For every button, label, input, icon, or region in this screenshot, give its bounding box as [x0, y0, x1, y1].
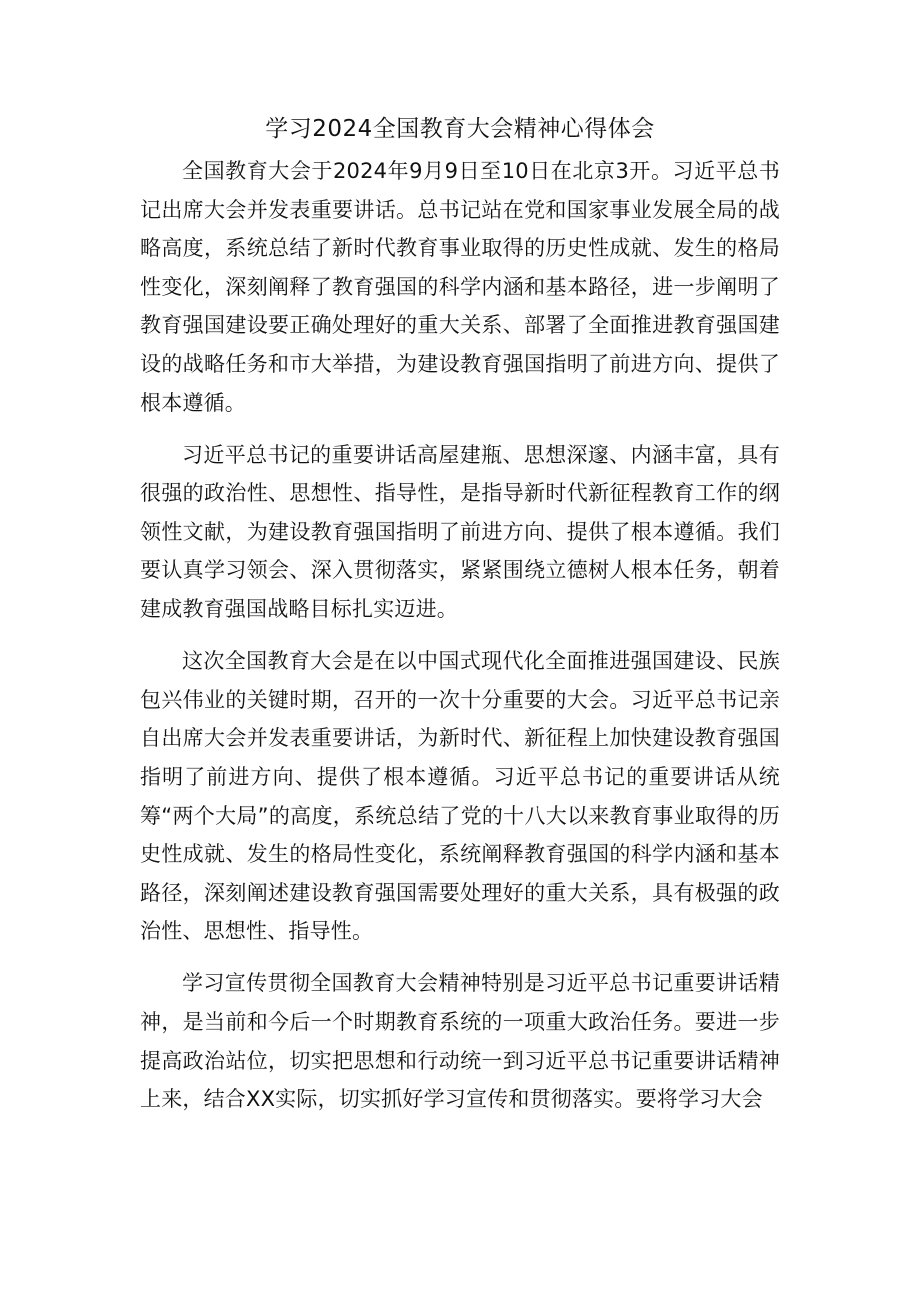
paragraph-4: 学习宣传贯彻全国教育大会精神特别是习近平总书记重要讲话精神，是当前和今后一个时期教育系统的一项重大政治任务。要进一步提高政治站位，切实把思想和行动统一到习近平总书记重要讲话精神上来，结合XX实际，切实抓好学习宣传和贯彻落实。要将学习大会: [140, 971, 780, 1112]
paragraph-3: 这次全国教育大会是在以中国式现代化全面推进强国建设、民族包兴伟业的关键时期，召开的一次十分重要的大会。习近平总书记亲自出席大会并发表重要讲话，为新时代、新征程上加快建设教育强国指明了前进方向、提供了根本遵循。习近平总书记的重要讲话从统筹“两个大局”的高度，系统总结了党的十八大以来教育事业取得的历史性成就、发生的格局性变化，系统阐释教育强国的科学内涵和基本路径，深刻阐述建设教育强国需要处理好的重大关系，具有极强的政治性、思想性、指导性。: [140, 649, 780, 944]
paragraph-1: 全国教育大会于2024年9月9日至10日在北京3开。习近平总书记出席大会并发表重要讲话。总书记站在党和国家事业发展全局的战略高度，系统总结了新时代教育事业取得的历史性成就、发生的格局性变化，深刻阐释了教育强国的科学内涵和基本路径，进一步阐明了教育强国建设要正确处理好的重大关系、部署了全面推进教育强国建设的战略任务和市大举措，为建设教育强国指明了前进方向、提供了根本遵循。: [140, 159, 780, 415]
document-body: [140, 152, 780, 1132]
paragraph-2: 习近平总书记的重要讲话高屋建瓶、思想深邃、内涵丰富，具有很强的政治性、思想性、指导性，是指导新时代新征程教育工作的纲领性文献，为建设教育强国指明了前进方向、提供了根本遵循。我们要认真学习领会、深入贯彻落实，紧紧围绕立德树人根本任务，朝着建成教育强国战略目标扎实迈进。: [140, 442, 780, 622]
document-title: 学习2024全国教育大会精神心得体会: [265, 116, 655, 142]
